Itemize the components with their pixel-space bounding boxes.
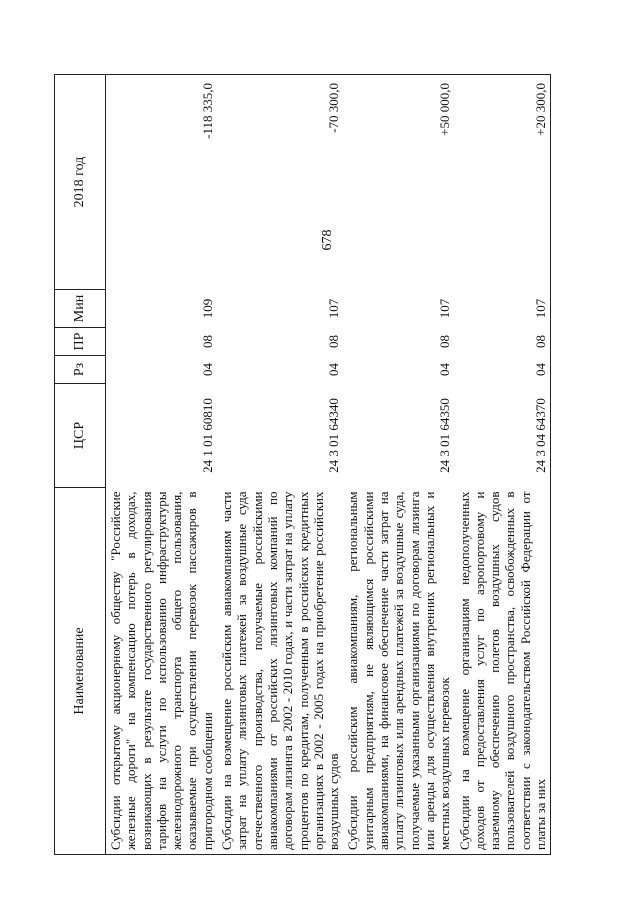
row-csr: 24 3 04 64370 [455,384,551,488]
row-year: -118 335,0 [106,75,218,290]
row-pr: 08 [326,335,342,348]
table-row [217,75,343,855]
row-name: Субсидии на возмещение организациям недополученных доходов от предоставления услуг по аэропортовому и наземному обеспечению полетов воздушных судов пользователей воздушного пространства, освобожденных в соответствии с законодательством Российской Федерации от платы за них [455,488,551,855]
page-number: 678 [320,229,335,251]
row-year: -70 300,0 [217,75,343,290]
row-rz: 04 [199,363,215,376]
table-row [343,75,454,855]
row-year: +50 000,0 [343,75,454,290]
budget-table [54,74,551,855]
header-min: Мин [55,290,106,328]
row-year: +20 300,0 [455,75,551,290]
table-row [106,75,218,855]
row-name: Субсидии российским авиакомпаниям, региональным унитарным предприятиям, не являющимся российскими авиакомпаниями, на финансовое обеспечение части затрат на уплату лизинговых или арендных платежей за воздушные суда, получаемые указанными организациями по договорам лизинга или аренды для осуществления внутренних региональных и местных воздушных перевозок [343,488,454,855]
row-pr: 08 [455,328,551,356]
table-row [455,75,551,855]
row-min: 109 [199,298,215,319]
header-rz: Рз [55,356,106,384]
row-min: 107 [326,298,342,319]
row-name: Субсидии на возмещение российским авиакомпаниям части затрат на уплату лизинговых платежей за воздушные суда отечественного производства, получаемые российскими авиакомпаниями от российских лизинговых компаний по договорам лизинга в 2002 - 2010 годах, и части затрат на уплату процентов по кредитам, полученным в российских кредитных организациях в 2002 - 2005 годах на приобретение российских воздушных судов [217,488,343,855]
row-rz: 04 [455,356,551,384]
row-csr: 24 1 01 60810 [199,398,215,473]
header-pr: ПР [55,328,106,356]
row-pr: 08 [437,335,453,348]
row-pr: 08 [199,335,215,348]
row-rz: 04 [326,363,342,376]
header-name: Наименование [55,488,106,855]
header-year: 2018 год [55,75,106,290]
row-csr: 24 3 01 64340 [326,398,342,473]
row-rz: 04 [437,363,453,376]
row-csr: 24 3 01 64350 [437,398,453,473]
table-header-row [55,75,106,855]
row-name: Субсидии открытому акционерному обществу "Российские железные дороги" на компенсацию потерь в доходах, возникающих в результате государственного регулирования тарифов на услуги по использованию инфраструктуры железнодорожного транспорта общего пользования, оказываемые при осуществлении перевозок пассажиров в пригородном сообщении [106,488,218,855]
row-min: 107 [437,298,453,319]
row-min: 107 [455,290,551,328]
header-csr: ЦСР [55,384,106,488]
rotated-page-content [54,75,602,855]
